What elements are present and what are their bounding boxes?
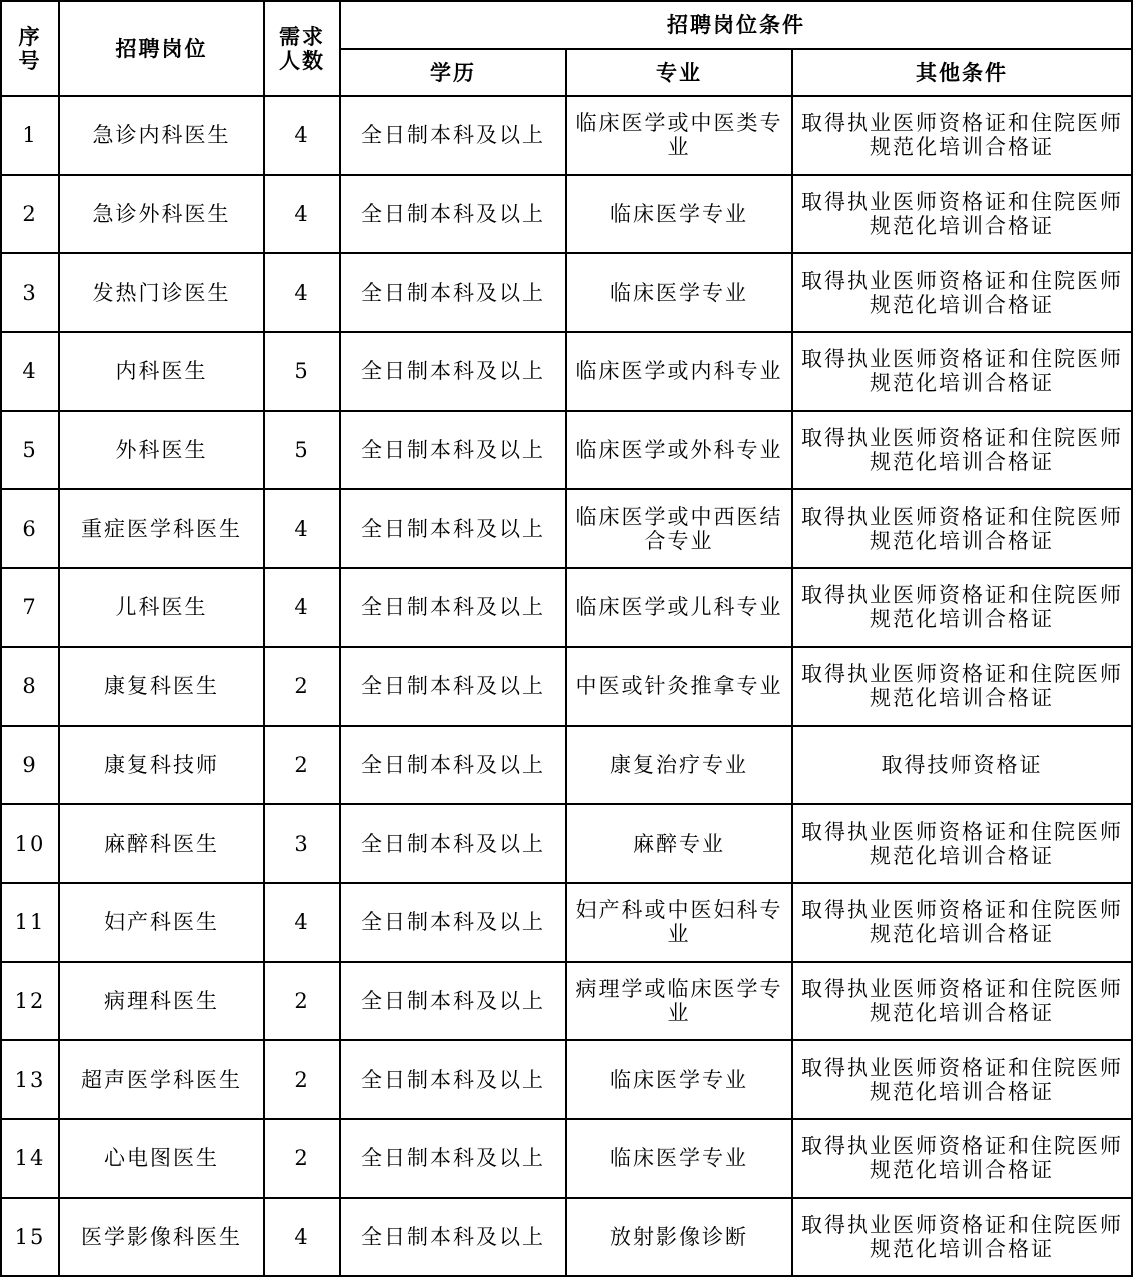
cell-count: 2 xyxy=(264,1119,340,1198)
cell-major: 病理学或临床医学专业 xyxy=(566,962,792,1041)
cell-position: 超声医学科医生 xyxy=(59,1040,264,1119)
cell-education: 全日制本科及以上 xyxy=(340,1040,566,1119)
cell-position: 儿科医生 xyxy=(59,568,264,647)
cell-education: 全日制本科及以上 xyxy=(340,726,566,805)
cell-no: 13 xyxy=(1,1040,59,1119)
cell-education: 全日制本科及以上 xyxy=(340,883,566,962)
table-row xyxy=(1,726,1132,805)
cell-no: 10 xyxy=(1,804,59,883)
cell-other: 取得执业医师资格证和住院医师规范化培训合格证 xyxy=(792,96,1132,175)
cell-count: 2 xyxy=(264,647,340,726)
cell-position: 内科医生 xyxy=(59,332,264,411)
cell-education: 全日制本科及以上 xyxy=(340,1119,566,1198)
table-row xyxy=(1,1198,1132,1277)
cell-education: 全日制本科及以上 xyxy=(340,962,566,1041)
header-conditions: 招聘岗位条件 xyxy=(340,1,1132,49)
header-no: 序号 xyxy=(1,1,59,96)
cell-position: 外科医生 xyxy=(59,411,264,490)
cell-position: 心电图医生 xyxy=(59,1119,264,1198)
cell-major: 临床医学专业 xyxy=(566,175,792,254)
cell-position: 麻醉科医生 xyxy=(59,804,264,883)
cell-no: 2 xyxy=(1,175,59,254)
cell-count: 2 xyxy=(264,1040,340,1119)
cell-education: 全日制本科及以上 xyxy=(340,568,566,647)
cell-other: 取得执业医师资格证和住院医师规范化培训合格证 xyxy=(792,253,1132,332)
cell-major: 临床医学或中西医结合专业 xyxy=(566,489,792,568)
cell-position: 发热门诊医生 xyxy=(59,253,264,332)
table-row xyxy=(1,411,1132,490)
cell-major: 临床医学专业 xyxy=(566,1119,792,1198)
cell-other: 取得执业医师资格证和住院医师规范化培训合格证 xyxy=(792,175,1132,254)
cell-position: 医学影像科医生 xyxy=(59,1198,264,1277)
cell-position: 重症医学科医生 xyxy=(59,489,264,568)
table-row xyxy=(1,647,1132,726)
table-row xyxy=(1,1119,1132,1198)
header-position: 招聘岗位 xyxy=(59,1,264,96)
cell-other: 取得执业医师资格证和住院医师规范化培训合格证 xyxy=(792,568,1132,647)
cell-education: 全日制本科及以上 xyxy=(340,96,566,175)
table-row xyxy=(1,175,1132,254)
cell-position: 急诊内科医生 xyxy=(59,96,264,175)
cell-education: 全日制本科及以上 xyxy=(340,1198,566,1277)
header-major: 专业 xyxy=(566,49,792,96)
table-row xyxy=(1,568,1132,647)
cell-position: 康复科医生 xyxy=(59,647,264,726)
cell-major: 麻醉专业 xyxy=(566,804,792,883)
cell-major: 临床医学专业 xyxy=(566,1040,792,1119)
cell-no: 7 xyxy=(1,568,59,647)
cell-position: 妇产科医生 xyxy=(59,883,264,962)
cell-count: 4 xyxy=(264,883,340,962)
cell-major: 临床医学专业 xyxy=(566,253,792,332)
cell-count: 4 xyxy=(264,1198,340,1277)
table-row xyxy=(1,804,1132,883)
cell-other: 取得执业医师资格证和住院医师规范化培训合格证 xyxy=(792,411,1132,490)
cell-major: 中医或针灸推拿专业 xyxy=(566,647,792,726)
cell-education: 全日制本科及以上 xyxy=(340,175,566,254)
table-row xyxy=(1,332,1132,411)
cell-major: 妇产科或中医妇科专业 xyxy=(566,883,792,962)
cell-other: 取得执业医师资格证和住院医师规范化培训合格证 xyxy=(792,332,1132,411)
table-row xyxy=(1,883,1132,962)
header-row-top xyxy=(1,1,1132,49)
cell-other: 取得执业医师资格证和住院医师规范化培训合格证 xyxy=(792,489,1132,568)
cell-major: 放射影像诊断 xyxy=(566,1198,792,1277)
cell-no: 11 xyxy=(1,883,59,962)
cell-education: 全日制本科及以上 xyxy=(340,804,566,883)
cell-other: 取得执业医师资格证和住院医师规范化培训合格证 xyxy=(792,1119,1132,1198)
table-row xyxy=(1,96,1132,175)
cell-count: 5 xyxy=(264,332,340,411)
cell-count: 2 xyxy=(264,962,340,1041)
cell-major: 临床医学或内科专业 xyxy=(566,332,792,411)
cell-no: 12 xyxy=(1,962,59,1041)
cell-other: 取得执业医师资格证和住院医师规范化培训合格证 xyxy=(792,804,1132,883)
table-row xyxy=(1,962,1132,1041)
cell-position: 急诊外科医生 xyxy=(59,175,264,254)
cell-other: 取得执业医师资格证和住院医师规范化培训合格证 xyxy=(792,647,1132,726)
cell-count: 2 xyxy=(264,726,340,805)
cell-no: 3 xyxy=(1,253,59,332)
cell-no: 15 xyxy=(1,1198,59,1277)
cell-other: 取得执业医师资格证和住院医师规范化培训合格证 xyxy=(792,1198,1132,1277)
cell-count: 4 xyxy=(264,489,340,568)
table-row xyxy=(1,489,1132,568)
header-education: 学历 xyxy=(340,49,566,96)
cell-position: 病理科医生 xyxy=(59,962,264,1041)
cell-education: 全日制本科及以上 xyxy=(340,489,566,568)
table-row xyxy=(1,253,1132,332)
cell-major: 临床医学或儿科专业 xyxy=(566,568,792,647)
cell-no: 14 xyxy=(1,1119,59,1198)
cell-other: 取得技师资格证 xyxy=(792,726,1132,805)
cell-education: 全日制本科及以上 xyxy=(340,332,566,411)
cell-position: 康复科技师 xyxy=(59,726,264,805)
cell-education: 全日制本科及以上 xyxy=(340,253,566,332)
cell-no: 4 xyxy=(1,332,59,411)
table-row xyxy=(1,1040,1132,1119)
cell-count: 4 xyxy=(264,253,340,332)
table-body xyxy=(1,96,1132,1276)
cell-major: 康复治疗专业 xyxy=(566,726,792,805)
cell-no: 9 xyxy=(1,726,59,805)
cell-education: 全日制本科及以上 xyxy=(340,647,566,726)
cell-major: 临床医学或中医类专业 xyxy=(566,96,792,175)
cell-no: 5 xyxy=(1,411,59,490)
cell-major: 临床医学或外科专业 xyxy=(566,411,792,490)
cell-no: 6 xyxy=(1,489,59,568)
cell-other: 取得执业医师资格证和住院医师规范化培训合格证 xyxy=(792,883,1132,962)
cell-education: 全日制本科及以上 xyxy=(340,411,566,490)
cell-count: 4 xyxy=(264,568,340,647)
cell-no: 1 xyxy=(1,96,59,175)
header-other: 其他条件 xyxy=(792,49,1132,96)
cell-other: 取得执业医师资格证和住院医师规范化培训合格证 xyxy=(792,1040,1132,1119)
cell-no: 8 xyxy=(1,647,59,726)
cell-count: 3 xyxy=(264,804,340,883)
cell-count: 4 xyxy=(264,175,340,254)
cell-count: 4 xyxy=(264,96,340,175)
cell-other: 取得执业医师资格证和住院医师规范化培训合格证 xyxy=(792,962,1132,1041)
cell-count: 5 xyxy=(264,411,340,490)
header-count: 需求人数 xyxy=(264,1,340,96)
